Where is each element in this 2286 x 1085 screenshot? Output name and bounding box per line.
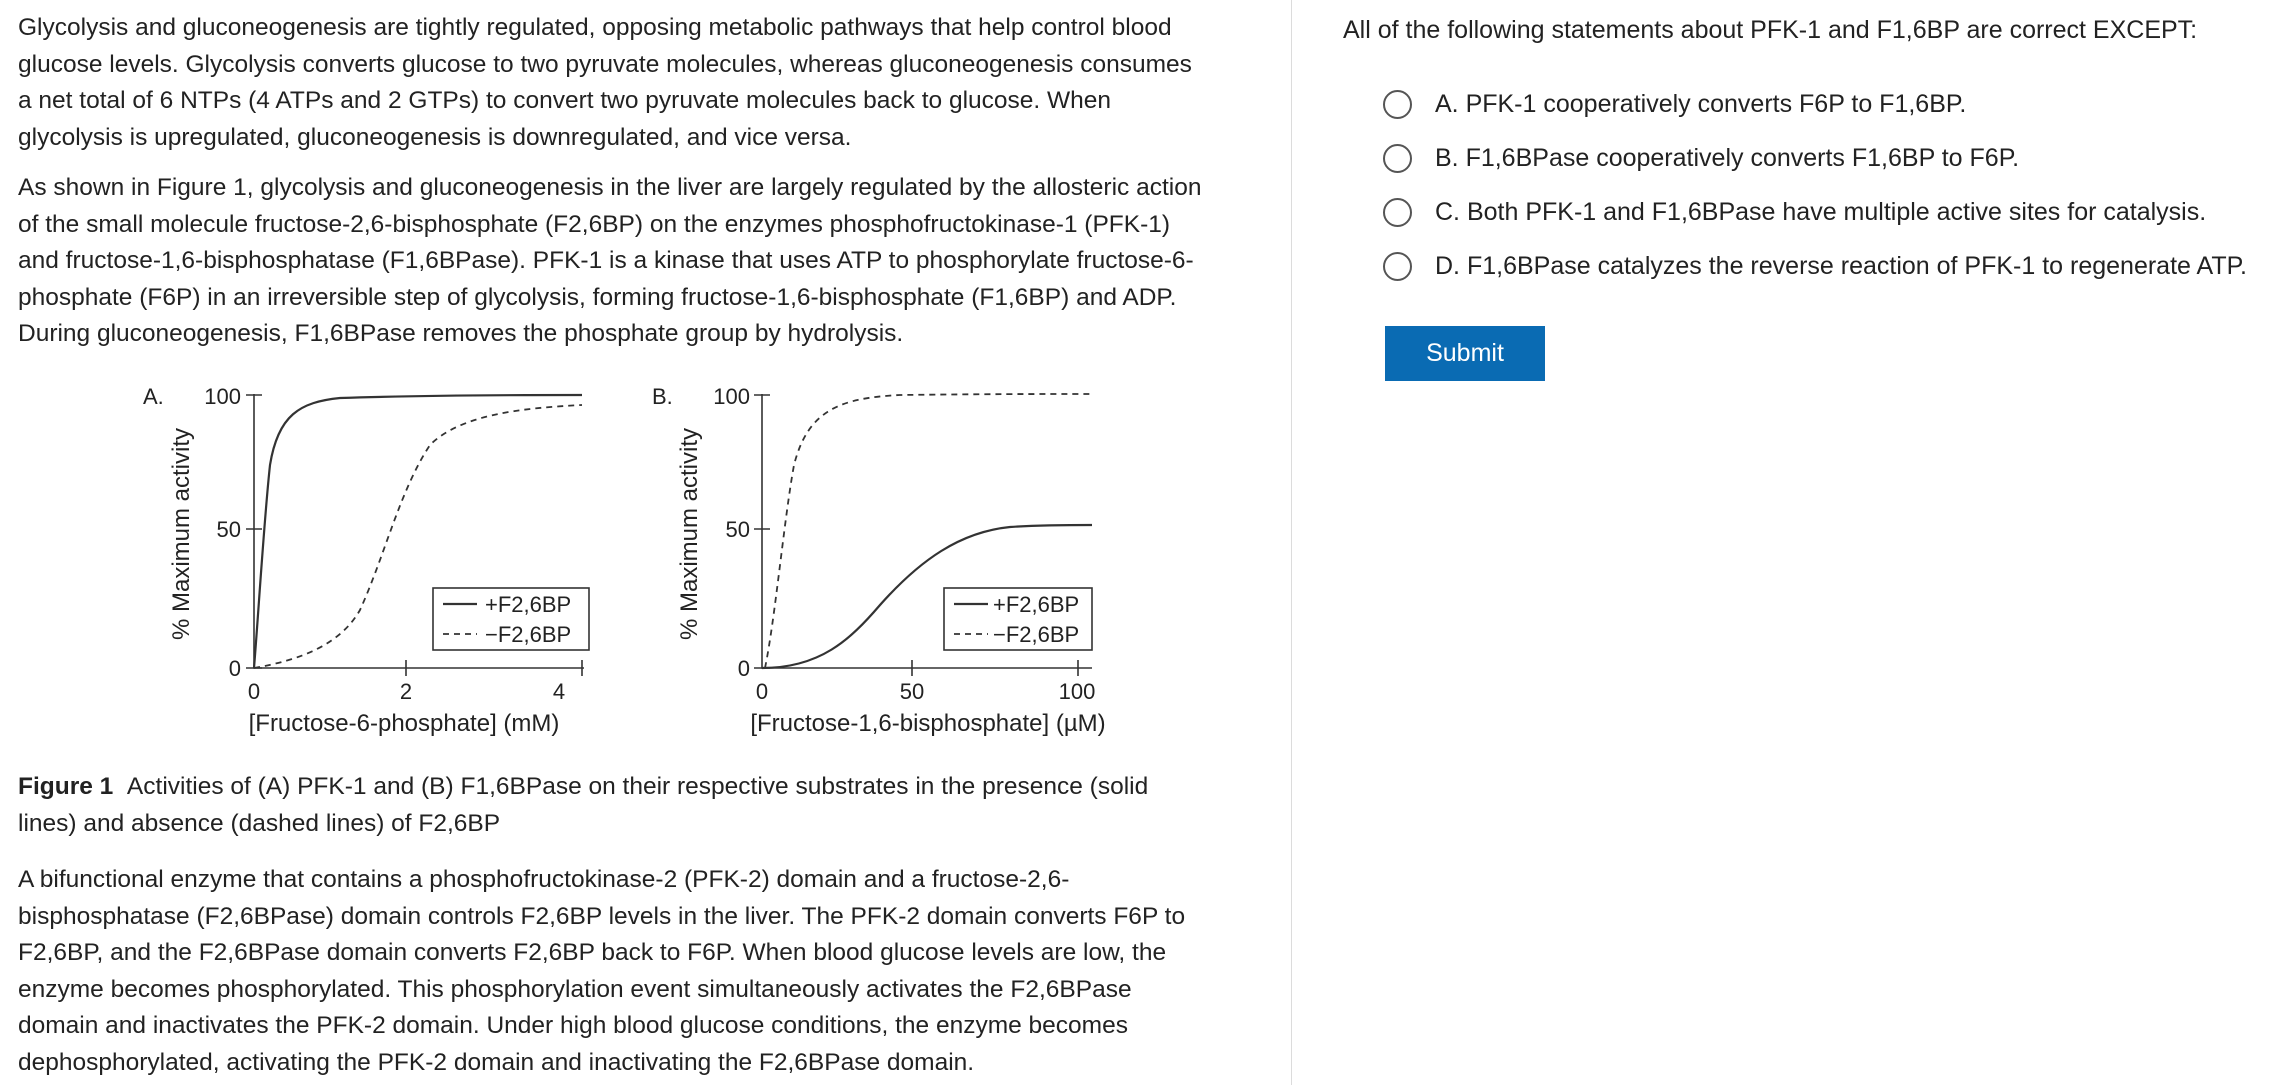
panel-b-xlabel: [Fructose-1,6-bisphosphate] (µM) — [750, 710, 1106, 737]
figure-caption — [18, 769, 1273, 842]
panel-a-xtick-2: 2 — [399, 679, 413, 704]
answer-option-c[interactable] — [1383, 192, 2206, 232]
passage-line: F2,6BP, and the F2,6BPase domain converts F2,6BP back to F6P. When blood glucose levels are low, the — [18, 939, 1167, 966]
answer-option-a[interactable] — [1383, 84, 1966, 124]
panel-a-label: A. — [143, 384, 164, 409]
panel-a-legend-minus: −F2,6BP — [485, 622, 572, 647]
panel-a-ytick-50: 50 — [216, 517, 241, 542]
panel-a-ytick-100: 100 — [204, 384, 241, 409]
panel-a-xtick-4: 4 — [552, 679, 566, 704]
panel-a-ylabel: % Maximum activity — [168, 427, 195, 641]
passage-line: bisphosphatase (F2,6BPase) domain controls F2,6BP levels in the liver. The PFK-2 domain converts F6P to — [18, 902, 1186, 930]
submit-button[interactable]: Submit — [1385, 326, 1545, 381]
passage-line: glycolysis is upregulated, gluconeogenesis is downregulated, and vice versa. — [18, 123, 852, 151]
figure-1 — [0, 370, 1292, 750]
answer-option-label: A. PFK-1 cooperatively converts F6P to F1,6BP. — [1435, 89, 1967, 118]
answer-option-label: D. F1,6BPase catalyzes the reverse reaction of PFK-1 to regenerate ATP. — [1435, 251, 2247, 280]
passage-line: A bifunctional enzyme that contains a phosphofructokinase-2 (PFK-2) domain and a fructose-2,6- — [18, 866, 1070, 893]
passage-line: and fructose-1,6-bisphosphatase (F1,6BPase). PFK-1 is a kinase that uses ATP to phosphorylate fructose-6- — [18, 247, 1194, 274]
panel-b-legend-minus: −F2,6BP — [993, 622, 1080, 647]
passage-line: a net total of 6 NTPs (4 ATPs and 2 GTPs) to convert two pyruvate molecules back to glucose. When — [18, 87, 1112, 114]
passage-line: enzyme becomes phosphorylated. This phosphorylation event simultaneously activates the F2,6BPase — [18, 975, 1132, 1003]
panel-b-xtick-50: 50 — [899, 679, 925, 704]
radio-button-icon[interactable] — [1383, 90, 1412, 119]
caption-text: Activities of (A) PFK-1 and (B) F1,6BPase on their respective substrates in the presence (solid — [126, 773, 1149, 800]
question-pane — [1293, 0, 2286, 1085]
passage-line: dephosphorylated, activating the PFK-2 domain and inactivating the F2,6BPase domain. — [18, 1048, 975, 1076]
answer-option-label: B. F1,6BPase cooperatively converts F1,6BP to F6P. — [1435, 143, 2020, 172]
panel-a-legend-plus: +F2,6BP — [485, 592, 572, 617]
passage-paragraph-2 — [18, 170, 1273, 353]
caption-line: lines) and absence (dashed lines) of F2,6BP — [18, 809, 501, 837]
passage-line: domain and inactivates the PFK-2 domain. Under high blood glucose conditions, the enzyme becomes — [18, 1012, 1128, 1039]
panel-b-xtick-100: 100 — [1058, 679, 1096, 704]
panel-b — [652, 384, 1106, 737]
question-prompt: All of the following statements about PFK-1 and F1,6BP are correct EXCEPT: — [1343, 16, 2198, 44]
answer-option-d[interactable] — [1383, 246, 2247, 286]
passage-paragraph-1 — [18, 10, 1273, 156]
passage-paragraph-4 — [18, 862, 1273, 1081]
answer-option-b[interactable] — [1383, 138, 2019, 178]
panel-b-ytick-100: 100 — [713, 384, 750, 409]
radio-button-icon[interactable] — [1383, 144, 1412, 173]
answer-option-label: C. Both PFK-1 and F1,6BPase have multiple active sites for catalysis. — [1435, 197, 2207, 226]
panel-b-ylabel: % Maximum activity — [676, 427, 703, 641]
panel-a-xtick-0: 0 — [247, 679, 261, 704]
passage-line: glucose levels. Glycolysis converts glucose to two pyruvate molecules, whereas gluconeogenesis consumes — [18, 50, 1192, 78]
panel-b-ytick-50: 50 — [725, 517, 750, 542]
caption-label: Figure 1 — [18, 773, 114, 800]
passage-line: During gluconeogenesis, F1,6BPase removes the phosphate group by hydrolysis. — [18, 320, 904, 347]
panel-b-ytick-0: 0 — [737, 656, 750, 681]
radio-button-icon[interactable] — [1383, 198, 1412, 227]
passage-line: of the small molecule fructose-2,6-bisphosphate (F2,6BP) on the enzymes phosphofructokinase-1 (PFK-1) — [18, 210, 1171, 238]
panel-a — [143, 384, 589, 737]
panel-b-xtick-0: 0 — [755, 679, 769, 704]
passage-line: As shown in Figure 1, glycolysis and gluconeogenesis in the liver are largely regulated by the allosteric action — [18, 174, 1202, 201]
passage-line: phosphate (F6P) in an irreversible step of glycolysis, forming fructose-1,6-bisphosphate (F1,6BP) and ADP. — [18, 283, 1177, 311]
panel-a-xlabel: [Fructose-6-phosphate] (mM) — [248, 710, 560, 737]
passage-line: Glycolysis and gluconeogenesis are tightly regulated, opposing metabolic pathways that help control blood — [18, 14, 1172, 41]
panel-b-label: B. — [652, 384, 673, 409]
panel-a-ytick-0: 0 — [228, 656, 241, 681]
panel-b-legend-plus: +F2,6BP — [993, 592, 1080, 617]
caption-line — [18, 769, 1273, 806]
radio-button-icon[interactable] — [1383, 252, 1412, 281]
